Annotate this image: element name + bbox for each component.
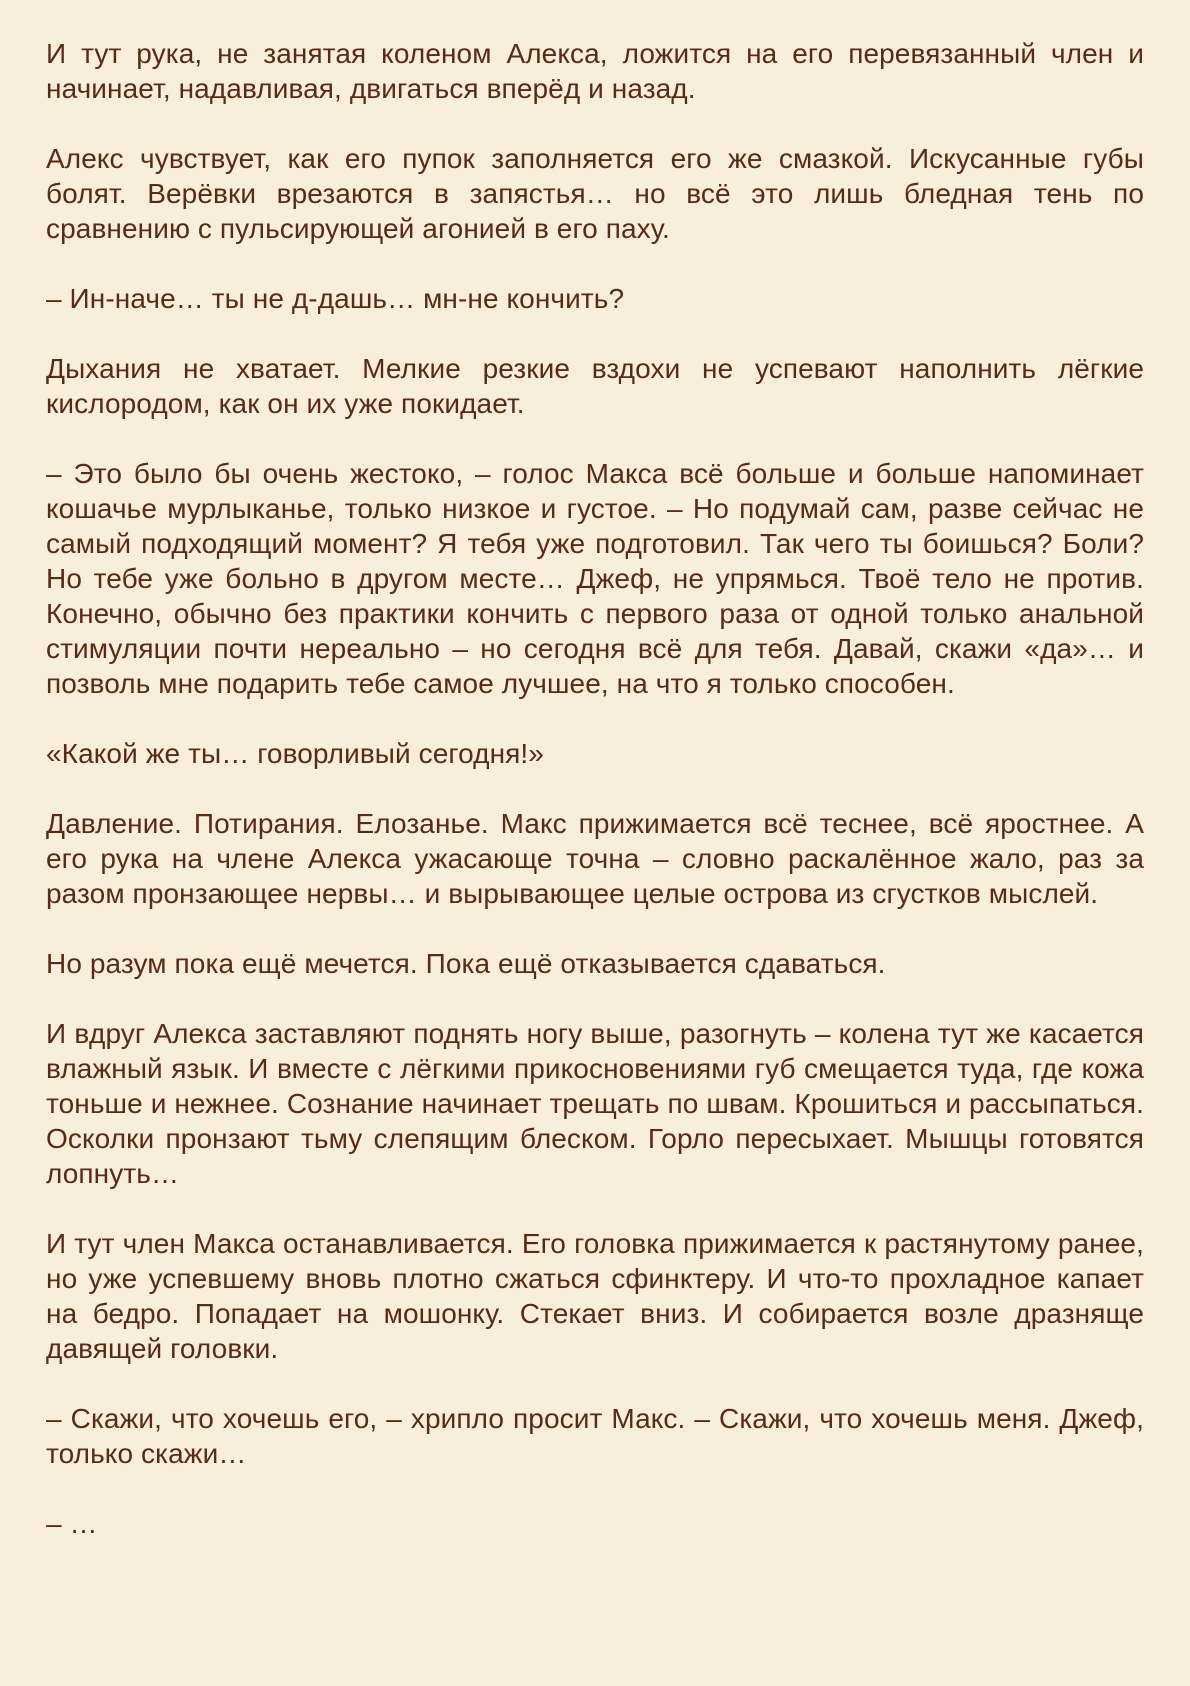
paragraph: – Это было бы очень жестоко, – голос Макса всё больше и больше напоминает кошачье мурлыканье, только низкое и густое. – Но подумай сам, разве сейчас не самый подходящий момент? Я тебя уже подготовил. Так чего ты боишься? Боли? Но тебе уже больно в другом месте… Джеф, не упрямься. Твоё тело не против. Конечно, обычно без практики кончить с первого раза от одной только анальной стимуляции почти нереально – но сегодня всё для тебя. Давай, скажи «да»… и позволь мне подарить тебе самое лучшее, на что я только способен.	[46, 458, 1144, 699]
paragraph: – …	[46, 1508, 98, 1539]
paragraph: Алекс чувствует, как его пупок заполняется его же смазкой. Искусанные губы болят. Верёвки врезаются в запястья… но всё это лишь бледная тень по сравнению с пульсирующей агонией в его паху.	[46, 143, 1144, 244]
paragraph: – Скажи, что хочешь его, – хрипло просит Макс. – Скажи, что хочешь меня. Джеф, только скажи…	[46, 1403, 1144, 1469]
paragraph: И тут рука, не занятая коленом Алекса, ложится на его перевязанный член и начинает, надавливая, двигаться вперёд и назад.	[46, 38, 1144, 104]
paragraph: Давление. Потирания. Елозанье. Макс прижимается всё теснее, всё яростнее. А его рука на члене Алекса ужасающе точна – словно раскалённое жало, раз за разом пронзающее нервы… и вырывающее целые острова из сгустков мыслей.	[46, 808, 1144, 909]
paragraph: Но разум пока ещё мечется. Пока ещё отказывается сдаваться.	[46, 948, 886, 979]
paragraph: Дыхания не хватает. Мелкие резкие вздохи не успевают наполнить лёгкие кислородом, как он их уже покидает.	[46, 353, 1144, 419]
paragraph: «Какой же ты… говорливый сегодня!»	[46, 738, 544, 769]
paragraph: – Ин-наче… ты не д-дашь… мн-не кончить?	[46, 283, 625, 314]
paragraph: И вдруг Алекса заставляют поднять ногу выше, разогнуть – колена тут же касается влажный язык. И вместе с лёгкими прикосновениями губ смещается туда, где кожа тоньше и нежнее. Сознание начинает трещать по швам. Крошиться и рассыпаться. Осколки пронзают тьму слепящим блеском. Горло пересыхает. Мышцы готовятся лопнуть…	[46, 1018, 1144, 1189]
paragraph: И тут член Макса останавливается. Его головка прижимается к растянутому ранее, но уже успевшему вновь плотно сжаться сфинктеру. И что-то прохладное капает на бедро. Попадает на мошонку. Стекает вниз. И собирается возле дразняще давящей головки.	[46, 1228, 1144, 1364]
